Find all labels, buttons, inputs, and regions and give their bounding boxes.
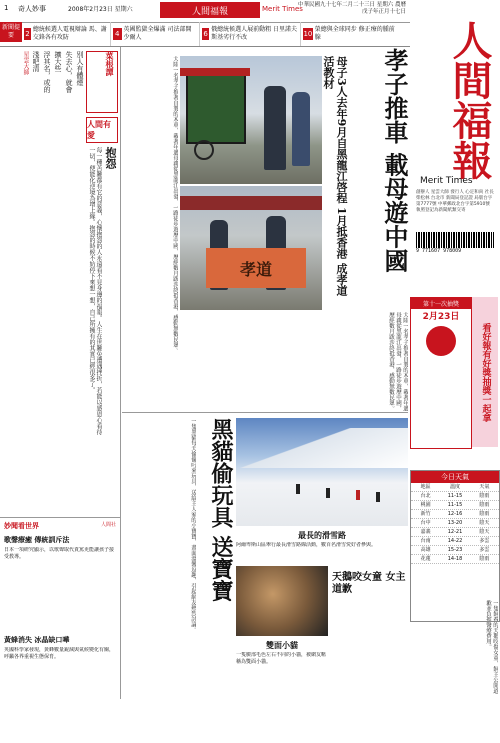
weather-cell: 12-21 — [447, 529, 463, 535]
weather-cell: 陰天 — [479, 529, 490, 535]
table-row — [411, 537, 499, 546]
weather-cell: 14-18 — [447, 556, 463, 562]
poem-lines — [4, 51, 84, 111]
person-figure — [264, 86, 286, 170]
weather-cell: 花蓮 — [420, 556, 431, 562]
skier-figure — [376, 492, 380, 502]
weather-cell: 陰天 — [479, 520, 490, 526]
divider — [0, 517, 120, 518]
skier-figure — [356, 490, 360, 500]
weather-cell: 桃園 — [420, 502, 431, 508]
table-row — [411, 501, 499, 510]
masthead-title: 人間福報 — [446, 20, 493, 180]
poem-author: 星雲大師 — [22, 51, 29, 75]
weather-table — [410, 470, 500, 622]
news-summary-item[interactable] — [301, 22, 401, 46]
weather-cell: 13-20 — [447, 520, 463, 526]
cat-headline: 黑貓偷玩具 送寶寶 — [208, 418, 234, 602]
column-logo: 人間有愛 — [86, 117, 118, 143]
summary-text: 英國監獄全爆滿 司法部開少爾人 — [123, 26, 192, 41]
poem-line: 浮其名，或的 — [43, 51, 51, 93]
table-row — [411, 528, 499, 537]
misc-head: 妙聞看世界 — [4, 521, 39, 530]
lottery-badge-icon — [426, 326, 456, 356]
table-row — [411, 546, 499, 555]
weather-cell: 陰雨 — [479, 502, 490, 508]
weather-cell: 多雲 — [479, 538, 490, 544]
cart-roof — [180, 68, 250, 76]
weather-col: 天氣 — [479, 484, 490, 490]
banner-cloth: 孝道 — [206, 248, 306, 288]
main-subheadline: 母子3人去年9月自黑龍江啓程 1月抵香港 成孝道活教材 — [322, 56, 348, 296]
cart-wheel — [194, 140, 214, 160]
summary-page-number: 10 — [303, 30, 313, 38]
paper-banner: 人間福報 — [160, 2, 260, 18]
summary-page-number: 4 — [113, 28, 122, 40]
table-row — [411, 519, 499, 528]
weather-cell: 台南 — [420, 538, 431, 544]
cat-caption-title: 雙面小貓 — [266, 640, 298, 650]
table-row — [411, 510, 499, 519]
left-column — [0, 47, 121, 699]
misc-item2-body: 英國科學家發現，黃蜂數量銳減與氣候變化有關，呼籲各界重視生態保育。 — [4, 647, 115, 660]
weather-head: 今日天氣 — [411, 471, 499, 483]
summary-page-number: 6 — [203, 30, 208, 38]
merit-label: Merit Times — [262, 5, 303, 13]
misc-item1-title: 歌聲療癒 傳統訓斥法 — [4, 535, 70, 544]
lottery-banner: 看好報有好獎抽獎一起拿 — [472, 297, 498, 447]
summary-page-number: 2 — [25, 30, 30, 38]
poem-line: 別人有體煙 — [76, 51, 84, 86]
poem-line: 失去心，就會 — [65, 51, 73, 93]
mountain-shape — [236, 428, 408, 468]
main-story-continued: 大陸一名孝子推著自製的木車，載著年邁母親從黑龍江出發，一路徒步遊歷中國，歷經數月跋涉終抵香港，感動無數民眾。 — [388, 312, 408, 411]
column-title: 抱怨 — [104, 147, 117, 169]
weather-cell: 高雄 — [420, 547, 431, 553]
person-figure — [292, 92, 310, 166]
weather-col: 地區 — [420, 484, 431, 490]
snow-caption-title: 最長的滑雪路 — [298, 530, 346, 540]
banner-photo — [180, 186, 322, 310]
weather-cell: 台中 — [420, 520, 431, 526]
weather-cell: 多雲 — [479, 547, 490, 553]
poem-line: 擴大些 — [54, 51, 62, 72]
right-column — [410, 252, 500, 699]
weather-cell: 台北 — [420, 493, 431, 499]
main-headline: 孝子推車 載母遊中國 — [380, 48, 409, 273]
summary-text: 總統候選人電視辯論 馬、謝交鋒各有攻防 — [32, 26, 107, 41]
section-name: 奇人妙事 — [18, 5, 46, 13]
weather-cell: 12-16 — [447, 511, 463, 517]
barcode-number: 9 771607 978009 — [416, 248, 462, 254]
page-number: 1 — [4, 4, 9, 12]
weather-col: 溫度 — [449, 484, 460, 490]
cart-photo — [180, 56, 322, 184]
news-summary-strip — [0, 22, 410, 47]
roof-shape — [180, 196, 322, 210]
weather-cell: 陰雨 — [479, 511, 490, 517]
news-summary-item[interactable] — [200, 22, 301, 46]
weather-cell: 15-23 — [447, 547, 463, 553]
date-line: 2008年2月23日 星期六 — [68, 6, 133, 13]
misc-item2-title: 黃蜂消失 冰晶缺口嘩 — [4, 635, 70, 644]
table-row — [411, 492, 499, 501]
misc-sub: 人間社 — [100, 522, 116, 528]
weather-cell: 新竹 — [420, 511, 431, 517]
weather-cell: 陰雨 — [479, 493, 490, 499]
barcode-icon — [416, 232, 494, 248]
weather-cell: 11-15 — [447, 493, 463, 499]
news-summary-item[interactable] — [22, 22, 111, 46]
snow-photo — [236, 418, 408, 526]
weather-cell: 嘉義 — [420, 529, 431, 535]
weather-cell: 11-15 — [447, 502, 463, 508]
summary-text: 俄總統候選人展前動粗 日里諾夫斯基劣行不改 — [211, 26, 298, 41]
lottery-box — [410, 297, 472, 449]
cat-photo — [236, 566, 328, 636]
cart-shape — [186, 70, 246, 144]
weather-header-row — [411, 483, 499, 492]
cat-story-body: 一隻黑貓每天偷偷叼來玩具，送給主人家的小寶寶，畫面溫馨逗趣，引起網友熱烈討論。 — [190, 418, 196, 633]
cat-caption: 一隻臉部毛色左右不同的小貓，被網友暱稱為雙面小貓。 — [236, 652, 327, 665]
poem-line: 淺吧清 — [32, 51, 40, 72]
lottery-head: 第十一次抽獎 — [411, 298, 471, 309]
news-summary-item[interactable] — [111, 22, 200, 46]
summary-text: 榮總與全球同步 修正療的腫前腺 — [314, 26, 395, 41]
poem-title: 菜根譚 — [105, 52, 115, 76]
weather-cell: 陰雨 — [479, 556, 490, 562]
skier-figure — [296, 484, 300, 494]
lottery-date: 2月23日 — [422, 312, 460, 322]
divider — [122, 412, 408, 413]
kite-headline: 天鵝咬女童 女主道歉 — [332, 572, 406, 595]
masthead-info: 創辦人 星雲大師 發行人 心定和尚 社長 柴松林 台北市 新聞局登記證 局版台字第7777號 中華郵政北台字第5910號 執照登記為新聞紙類交寄 — [416, 190, 494, 213]
misc-item1-body: 日本一項研究顯示，以歌聲取代責罵更能讓孩子接受教導。 — [4, 547, 115, 560]
poem-box — [86, 51, 118, 113]
main-story-body: 大陸一名孝子推著自製的木車，載著年邁母親從黑龍江出發，一路徒步遊歷中國，歷經數月跋涉終抵香港，感動無數民眾。 — [172, 56, 178, 353]
kite-story-body: 一隻飼養的天鵝咬傷女童，飼主公開道歉並負擔醫療費用。 — [485, 600, 498, 694]
date-right: 中華民國九十七年二月二十三日 星期六 農曆戊子年正月十七日 — [298, 2, 406, 15]
misc-column-head — [4, 521, 116, 531]
column-body: 每一種苦難都有它的意義，心懷抱怨的人永遠看不見身邊的福報。人生在世難免遭遇挫折，若能以感恩心看待一切，便能化逆境為增上緣。抱怨的時候不妨停下來想一想，自己所擁有的其實已經很多了。 — [88, 147, 102, 435]
snow-caption: 阿爾卑斯山區舉行最長滑雪路線活動，數百名滑雪愛好者參與。 — [236, 542, 377, 548]
news-badge: 新聞提要 — [0, 22, 22, 42]
masthead — [410, 0, 500, 254]
masthead-english: Merit Times — [420, 176, 473, 186]
skier-figure — [326, 488, 330, 498]
weather-cell: 14-22 — [447, 538, 463, 544]
table-row — [411, 555, 499, 564]
